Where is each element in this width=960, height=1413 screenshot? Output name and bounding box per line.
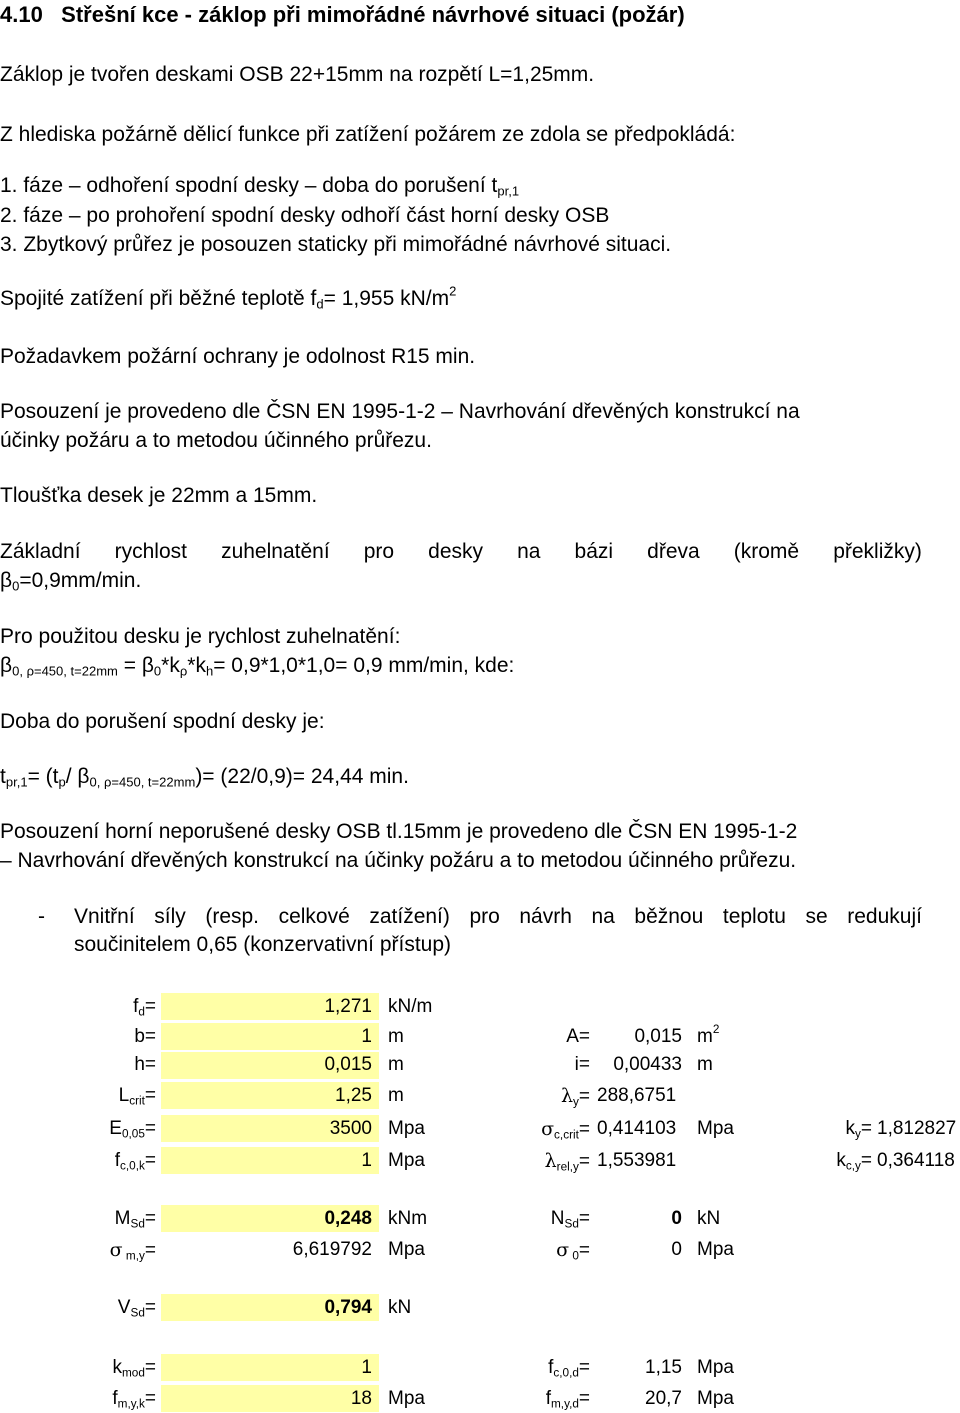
value-vsd: 0,794 — [324, 1297, 372, 1318]
paragraph-decking: Záklop je tvořen deskami OSB 22+15mm na rozpětí L=1,25mm. — [0, 63, 595, 86]
label-lambda-rel: $\lambda_{rel,y}=$ — [544, 1150, 590, 1174]
value-fc0k: 1 — [361, 1150, 372, 1171]
unit-area: $m^2$ — [697, 1023, 720, 1047]
label-fd: $f_d=$ — [133, 996, 156, 1019]
unit-b: m — [388, 1026, 404, 1047]
used-board-line: Pro použitou desku je rychlost zuhelnatění: — [0, 625, 401, 648]
value-kcy: 0,364118 — [877, 1150, 955, 1171]
top-board-line-1: Posouzení horní neporušené desky OSB tl.15mm je provedeno dle ČSN EN 1995-1-2 — [0, 820, 798, 843]
label-lcrit: $L_{crit}=$ — [118, 1085, 156, 1108]
fire-requirement: Požadavkem požární ochrany je odolnost R15 min. — [0, 345, 476, 368]
unit-fc0d: Mpa — [697, 1357, 734, 1378]
value-area: 0,015 — [634, 1026, 682, 1047]
unit-fmyk: Mpa — [388, 1388, 425, 1409]
charring-rate-line: Základní rychlost zuhelnatění pro desky na bázi dřeva (kromě překližky) — [0, 540, 922, 563]
top-board-line-2: – Navrhování dřevěných konstrukcí na účinky požáru a to metodou účinného průřezu. — [0, 849, 797, 872]
section-title: Střešní kce - záklop při mimořádné návrhové situaci (požár) — [61, 2, 685, 27]
label-radius: i= — [574, 1054, 590, 1075]
thickness-line: Tloušťka desek je 22mm a 15mm. — [0, 484, 318, 507]
value-fmyd: 20,7 — [645, 1388, 682, 1409]
paragraph-assumption: Z hlediska požárně dělicí funkce při zatížení požárem ze zdola se předpokládá: — [0, 123, 736, 146]
value-fd: 1,271 — [324, 996, 372, 1017]
phase-2: 2. fáze – po prohoření spodní desky odhoří část horní desky OSB — [0, 204, 610, 227]
label-sigma-0: σ $_0$= — [556, 1239, 590, 1263]
label-slenderness: $\lambda_y=$ — [560, 1085, 590, 1109]
label-fc0k: $f_{c,0,k}=$ — [114, 1150, 156, 1173]
unit-nsd: kN — [697, 1208, 721, 1229]
value-sigma-my: 6,619792 — [292, 1239, 372, 1260]
assessment-line-2: účinky požáru a to metodou účinného průřezu. — [0, 429, 432, 452]
value-ky: 1,812827 — [877, 1118, 957, 1139]
value-slenderness: 288,6751 — [597, 1085, 677, 1106]
label-b: b= — [134, 1026, 156, 1047]
label-msd: $M_{Sd}=$ — [114, 1208, 156, 1231]
unit-fc0k: Mpa — [388, 1150, 425, 1171]
bullet-dash: - — [38, 905, 45, 928]
bullet-line-2: součinitelem 0,65 (konzervativní přístup) — [74, 933, 452, 956]
unit-sigma-my: Mpa — [388, 1239, 425, 1260]
section-heading — [0, 2, 685, 27]
assessment-line-1: Posouzení je provedeno dle ČSN EN 1995-1-2 – Navrhování dřevěných konstrukcí na — [0, 400, 800, 423]
unit-lcrit: m — [388, 1085, 404, 1106]
label-nsd: $N_{Sd}=$ — [550, 1208, 590, 1231]
unit-fmyd: Mpa — [697, 1388, 734, 1409]
load-line: Spojité zatížení při běžné teplotě $f_d= 1,955$ $kN/m^2$ — [0, 283, 457, 312]
value-sigma-0: 0 — [671, 1239, 682, 1260]
label-fmyk: $f_{m,y,k}=$ — [112, 1388, 156, 1411]
value-sigma-crit: 0,414103 — [597, 1118, 677, 1139]
label-h: h= — [134, 1054, 156, 1075]
value-modulus: 3500 — [329, 1118, 372, 1139]
unit-fd: kN/m — [388, 996, 433, 1017]
label-modulus: $E_{0,05}=$ — [109, 1118, 156, 1141]
time-equation: $t_{pr,1}= (t_p/$ $\beta_{0, \rho=450, t=22mm})= (22/0,9)= 24,44$ min. — [0, 765, 409, 790]
value-nsd: 0 — [671, 1208, 682, 1229]
beta-equation: $\beta_{0, \rho=450, t=22mm} = \beta_0*k_\rho*k_h= 0,9*1,0*1,0= 0,9$ mm/min, kde: — [0, 654, 515, 679]
label-sigma-my: σ $_{m,y}$= — [109, 1239, 156, 1263]
duration-line: Doba do porušení spodní desky je: — [0, 710, 325, 733]
value-fmyk: 18 — [350, 1388, 372, 1409]
unit-h: m — [388, 1054, 404, 1075]
unit-sigma-0: Mpa — [697, 1239, 734, 1260]
label-ky: $k_y=$ — [845, 1118, 872, 1141]
label-kmod: $k_{mod}=$ — [112, 1357, 156, 1380]
charring-rate-value: $\beta_0=0,9mm/\min$. — [0, 569, 142, 594]
unit-radius: m — [697, 1054, 713, 1075]
label-area: A= — [566, 1026, 590, 1047]
value-fc0d: 1,15 — [645, 1357, 682, 1378]
label-fc0d: $f_{c,0,d}=$ — [548, 1357, 590, 1380]
phase-3: 3. Zbytkový průřez je posouzen staticky při mimořádné návrhové situaci. — [0, 233, 672, 256]
phase-1: 1. fáze – odhoření spodní desky – doba do porušení $t_{pr,1}$ — [0, 174, 520, 199]
unit-modulus: Mpa — [388, 1118, 425, 1139]
bullet-line-1: Vnitřní síly (resp. celkové zatížení) pro návrh na běžnou teplotu se redukují — [74, 905, 922, 928]
value-kmod: 1 — [361, 1357, 372, 1378]
value-lcrit: 1,25 — [335, 1085, 372, 1106]
value-h: 0,015 — [324, 1054, 372, 1075]
value-msd: 0,248 — [324, 1208, 372, 1229]
unit-vsd: kN — [388, 1297, 412, 1318]
label-fmyd: $f_{m,y,d}=$ — [545, 1388, 590, 1411]
value-radius: 0,00433 — [613, 1054, 682, 1075]
label-kcy: $k_{c,y}=$ — [836, 1150, 872, 1173]
label-vsd: $V_{Sd}=$ — [117, 1297, 156, 1320]
unit-msd: kNm — [388, 1208, 428, 1229]
unit-sigma-crit: Mpa — [697, 1118, 734, 1139]
label-sigma-crit: $\sigma_{c,crit}=$ — [541, 1118, 590, 1142]
section-number: 4.10 — [0, 2, 43, 27]
value-lambda-rel: 1,553981 — [597, 1150, 677, 1171]
value-b: 1 — [361, 1026, 372, 1047]
